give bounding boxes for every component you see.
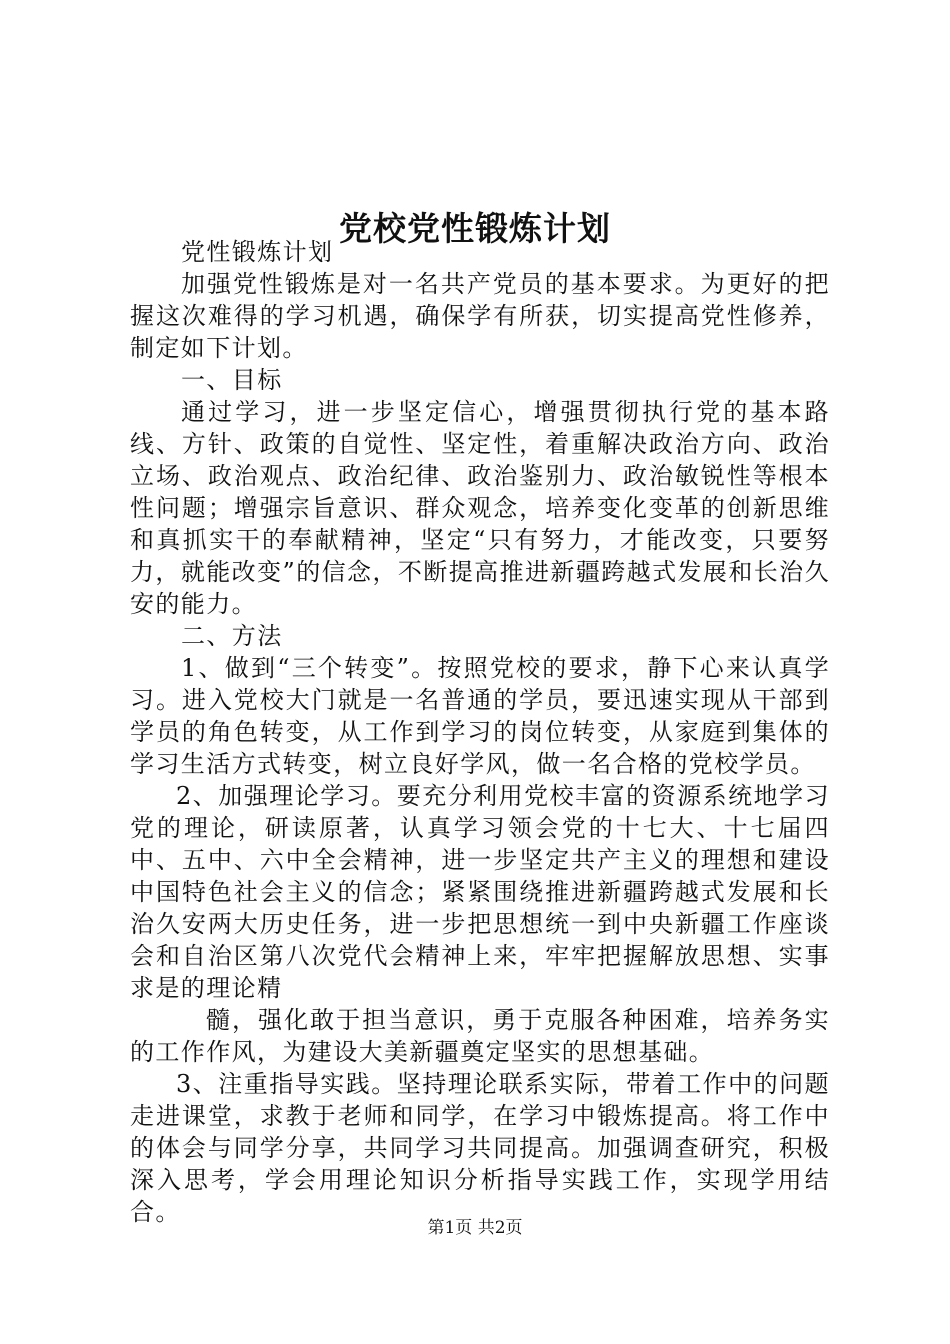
section-heading-methods: 二、方法	[181, 622, 283, 650]
method-paragraph-1: 1、做到“三个转变”。按照党校的要求，静下心来认真学习。进入党校大门就是一名普通的学员，要迅速实现从干部到学员的角色转变，从工作到学习的岗位转变，从家庭到集体的学习生活方式转变，树立良好学风，做一名合格的党校学员。	[130, 654, 830, 778]
method-paragraph-3: 3、注重指导实践。坚持理论联系实际，带着工作中的问题走进课堂，求教于老师和同学，在学习中锻炼提高。将工作中的体会与同学分享，共同学习共同提高。加强调查研究，积极深入思考，学会用理论知识分析指导实践工作，实现学用结合。	[130, 1070, 830, 1226]
subtitle-paragraph: 党性锻炼计划	[181, 238, 334, 266]
document-body	[130, 236, 830, 1228]
intro-paragraph: 加强党性锻炼是对一名共产党员的基本要求。为更好的把握这次难得的学习机遇，确保学有所获，切实提高党性修养，制定如下计划。	[130, 270, 830, 362]
document-title: 党校党性锻炼计划	[339, 209, 611, 249]
section-heading-goals: 一、目标	[181, 366, 283, 394]
method-paragraph-2: 2、加强理论学习。要充分利用党校丰富的资源系统地学习党的理论，研读原著，认真学习领会党的十七大、十七届四中、五中、六中全会精神，进一步坚定共产主义的理想和建设中国特色社会主义的信念；紧紧围绕推进新疆跨越式发展和长治久安两大历史任务，进一步把思想统一到中央新疆工作座谈会和自治区第八次党代会精神上来，牢牢把握解放思想、实事求是的理论精	[130, 782, 830, 1002]
method-paragraph-2-continued: 髓，强化敢于担当意识，勇于克服各种困难，培养务实的工作作风，为建设大美新疆奠定坚实的思想基础。	[130, 1006, 830, 1066]
goals-paragraph: 通过学习，进一步坚定信心，增强贯彻执行党的基本路线、方针、政策的自觉性、坚定性，着重解决政治方向、政治立场、政治观点、政治纪律、政治鉴别力、政治敏锐性等根本性问题；增强宗旨意识、群众观念，培养变化变革的创新思维和真抓实干的奉献精神，坚定“只有努力，才能改变，只要努力，就能改变”的信念，不断提高推进新疆跨越式发展和长治久安的能力。	[130, 398, 830, 618]
page-number-footer: 第1页 共2页	[427, 1218, 523, 1238]
